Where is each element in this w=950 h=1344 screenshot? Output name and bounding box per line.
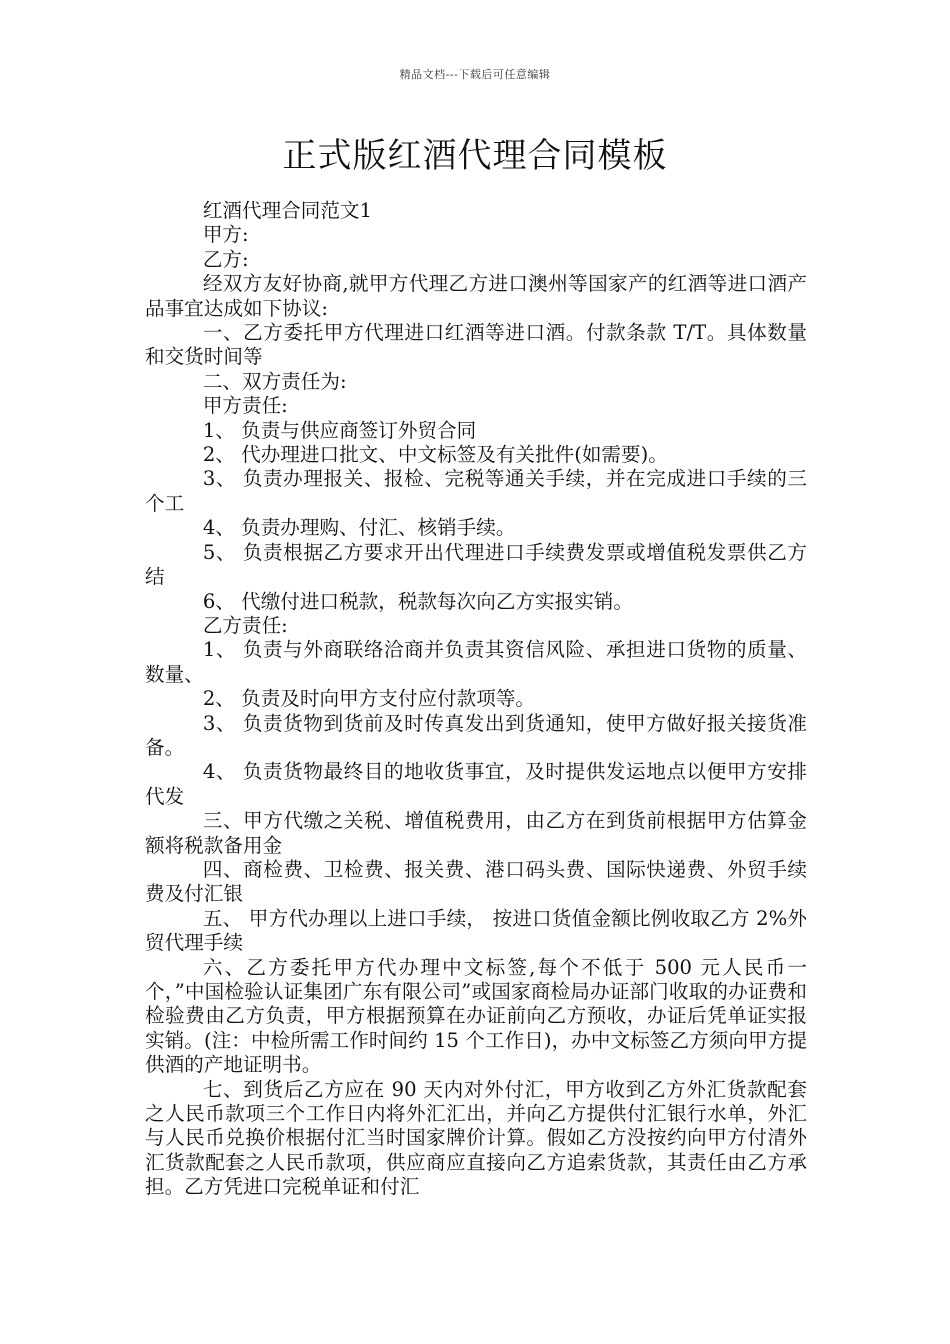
clause-3: 三、甲方代缴之关税、增值税费用，由乙方在到货前根据甲方估算金额将税款备用金 xyxy=(145,809,807,857)
document-title: 正式版红酒代理合同模板 xyxy=(282,136,668,176)
party-a-duty-3: 3、 负责办理报关、报检、完税等通关手续，并在完成进口手续的三个工 xyxy=(145,467,807,515)
clause-5: 五、 甲方代办理以上进口手续， 按进口货值金额比例收取乙方 2%外贸代理手续 xyxy=(145,906,807,955)
party-a-duty-1: 1、 负责与供应商签订外贸合同 xyxy=(202,418,477,442)
contract-subtitle: 红酒代理合同范文1 xyxy=(202,199,373,222)
clause-2-heading: 二、双方责任为: xyxy=(202,369,347,393)
party-b-duties-heading: 乙方责任: xyxy=(202,613,288,637)
party-b-duty-4: 4、 负责货物最终目的地收货事宜，及时提供发运地点以便甲方安排代发 xyxy=(145,760,807,808)
party-a-duty-4: 4、 负责办理购、付汇、核销手续。 xyxy=(202,516,516,540)
party-b-duty-2: 2、 负责及时向甲方支付应付款项等。 xyxy=(202,687,536,711)
party-a-line: 甲方: xyxy=(202,223,249,247)
clause-1: 一、乙方委托甲方代理进口红酒等进口酒。付款条款 T/T。具体数量和交货时间等 xyxy=(145,321,807,369)
document-body xyxy=(145,199,807,1200)
party-a-duties-heading: 甲方责任: xyxy=(202,394,288,418)
party-b-line: 乙方: xyxy=(202,247,249,271)
party-a-duty-5: 5、 负责根据乙方要求开出代理进口手续费发票或增值税发票供乙方结 xyxy=(145,540,807,589)
header-note: 精品文档---下载后可任意编辑 xyxy=(399,68,551,81)
party-a-duty-6: 6、 代缴付进口税款，税款每次向乙方实报实销。 xyxy=(202,589,633,613)
clause-7: 七、到货后乙方应在 90 天内对外付汇，甲方收到乙方外汇货款配套之人民币款项三个工作日内将外汇汇出，并向乙方提供付汇银行水单，外汇与人民币兑换价根据付汇当时国家牌价计算。假如乙方没按约向甲方付清外汇货款配套之人民币款项，供应商应直接向乙方追索货款，其责任由乙方承担。乙方凭进口完税单证和付汇 xyxy=(145,1077,807,1199)
clause-4: 四、商检费、卫检费、报关费、港口码头费、国际快递费、外贸手续费及付汇银 xyxy=(145,857,807,906)
party-b-duty-3: 3、 负责货物到货前及时传真发出到货通知，使甲方做好报关接货准备。 xyxy=(145,711,807,759)
party-a-duty-2: 2、 代办理进口批文、中文标签及有关批件(如需要)。 xyxy=(202,443,668,467)
clause-6: 六、乙方委托甲方代办理中文标签,每个不低于 500 元人民币一个，”中国检验认证集团广东有限公司”或国家商检局办证部门收取的办证费和检验费由乙方负责，甲方根据预算在办证前向乙方预收，办证后凭单证实报实销。(注：中检所需工作时间约 15 个工作日)，办中文标签乙方须向甲方提供酒的产地证明书。 xyxy=(145,955,807,1077)
preamble-paragraph: 经双方友好协商,就甲方代理乙方进口澳州等国家产的红酒等进口酒产品事宜达成如下协议: xyxy=(145,272,807,320)
party-b-duty-1: 1、 负责与外商联络洽商并负责其资信风险、承担进口货物的质量、数量、 xyxy=(145,638,807,686)
